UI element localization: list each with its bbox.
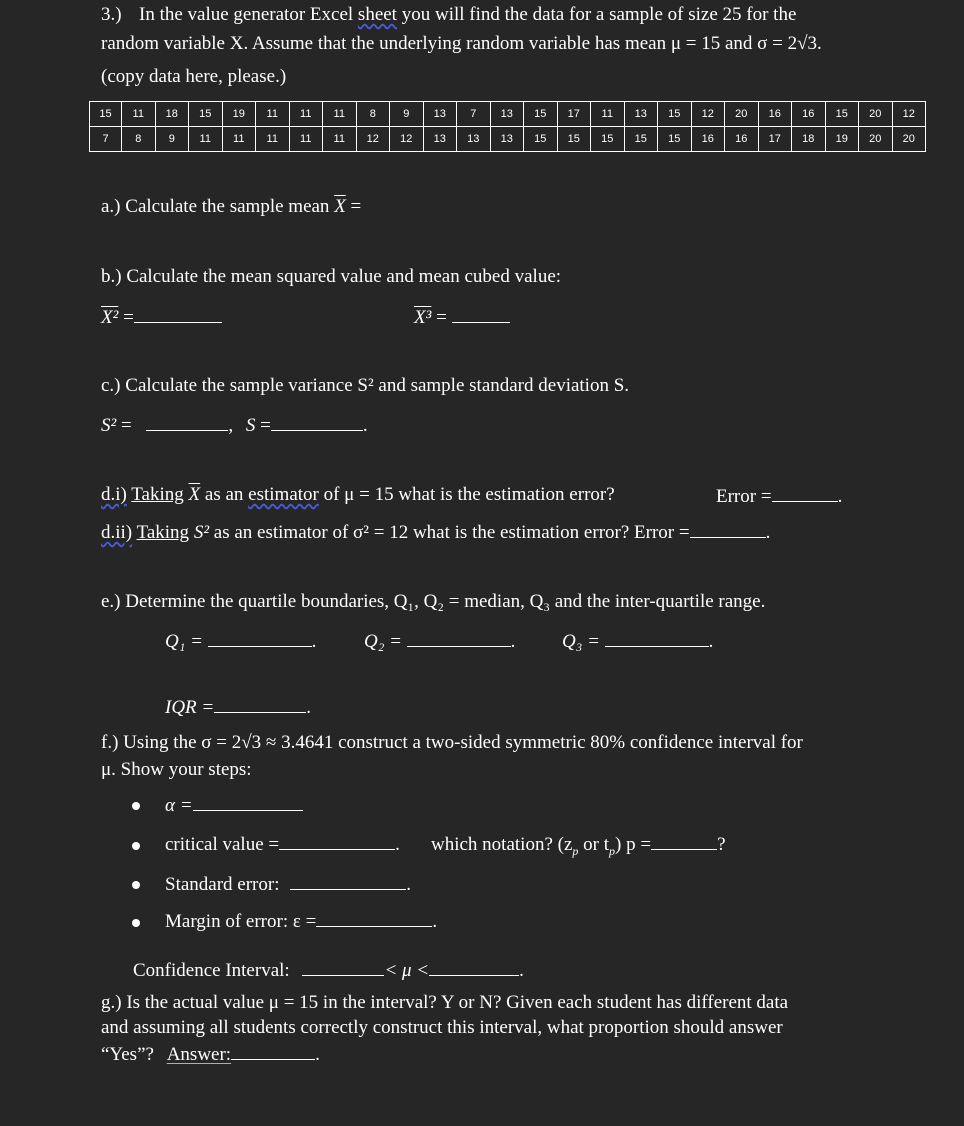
se-line: Standard error: . — [165, 872, 411, 896]
part-di: d.i) Taking $\overline{X}$ as an estimator of μ = 15 what is the estimation error? — [101, 484, 615, 505]
mean-squared-blank[interactable] — [134, 305, 222, 323]
error-dii-blank[interactable] — [690, 520, 766, 538]
table-cell: 11 — [122, 102, 156, 127]
table-cell: 13 — [423, 127, 457, 152]
table-cell: 15 — [90, 102, 122, 127]
table-cell: 18 — [155, 102, 189, 127]
table-cell: 16 — [758, 102, 792, 127]
table-cell: 17 — [758, 127, 792, 152]
q3-blank[interactable] — [605, 629, 709, 647]
p-blank[interactable] — [651, 832, 717, 850]
bullet-icon — [132, 802, 140, 810]
table-cell: 15 — [624, 127, 658, 152]
alpha-line: α = — [165, 793, 303, 817]
problem-line2: random variable X. Assume that the underlying random variable has mean μ = 15 and σ = 2√3. — [101, 33, 822, 54]
q2-blank[interactable] — [407, 629, 511, 647]
iqr-blank[interactable] — [214, 695, 306, 713]
table-cell: 17 — [557, 102, 591, 127]
data-table — [89, 101, 926, 152]
table-cell: 19 — [222, 102, 256, 127]
table-cell: 13 — [457, 127, 491, 152]
table-cell: 12 — [691, 102, 725, 127]
variance-blank[interactable] — [146, 413, 228, 431]
table-cell: 12 — [356, 127, 390, 152]
table-cell: 11 — [189, 127, 223, 152]
table-cell: 7 — [457, 102, 491, 127]
table-cell: 11 — [591, 102, 625, 127]
table-cell: 11 — [222, 127, 256, 152]
ci-line: Confidence Interval: < μ < . — [133, 958, 524, 982]
table-cell: 15 — [524, 127, 558, 152]
moe-blank[interactable] — [316, 909, 432, 927]
part-dii: d.ii) Taking S² as an estimator of σ² = 12 what is the estimation error? Error = . — [101, 520, 770, 544]
table-cell: 16 — [691, 127, 725, 152]
table-cell: 15 — [557, 127, 591, 152]
std-dev-blank[interactable] — [271, 413, 363, 431]
table-cell: 13 — [423, 102, 457, 127]
part-a: a.) Calculate the sample mean $\overline{X}$ = — [101, 196, 362, 217]
answer-blank[interactable] — [231, 1042, 315, 1060]
table-cell: 11 — [256, 127, 290, 152]
table-cell: 12 — [892, 102, 926, 127]
table-row — [90, 102, 926, 127]
problem-number: 3.) — [101, 4, 122, 25]
table-cell: 16 — [792, 102, 826, 127]
part-b: b.) Calculate the mean squared value and mean cubed value: — [101, 266, 562, 287]
table-cell: 13 — [490, 127, 524, 152]
part-e: e.) Determine the quartile boundaries, Q₁, Q₂ = median, Q₃ and the inter-quartile range. — [101, 591, 766, 612]
table-cell: 15 — [658, 102, 692, 127]
copy-note: (copy data here, please.) — [101, 66, 287, 87]
table-cell: 11 — [323, 127, 357, 152]
table-cell: 15 — [189, 102, 223, 127]
table-cell: 12 — [390, 127, 424, 152]
mean-cubed: X³ = — [414, 305, 510, 329]
part-g-line3: “Yes”? Answer: . — [101, 1042, 320, 1066]
table-cell: 15 — [591, 127, 625, 152]
iqr-line: IQR = . — [165, 695, 311, 719]
table-cell: 13 — [624, 102, 658, 127]
bullet-icon — [132, 919, 140, 927]
table-cell: 15 — [825, 102, 859, 127]
table-cell: 20 — [892, 127, 926, 152]
table-cell: 20 — [725, 102, 759, 127]
part-f-line1: f.) Using the σ = 2√3 ≈ 3.4641 construct a two-sided symmetric 80% confidence interval for — [101, 732, 803, 753]
table-cell: 9 — [155, 127, 189, 152]
table-cell: 13 — [490, 102, 524, 127]
q1-blank[interactable] — [208, 629, 312, 647]
bullet-icon — [132, 842, 140, 850]
table-row — [90, 127, 926, 152]
moe-line: Margin of error: ε = . — [165, 909, 437, 933]
critical-blank[interactable] — [279, 832, 395, 850]
table-cell: 20 — [859, 102, 893, 127]
table-cell: 20 — [859, 127, 893, 152]
table-cell: 11 — [323, 102, 357, 127]
error-di-blank[interactable] — [772, 484, 838, 502]
part-f-line2: μ. Show your steps: — [101, 759, 252, 780]
part-g-line1: g.) Is the actual value μ = 15 in the interval? Y or N? Given each student has different data — [101, 992, 789, 1013]
table-cell: 9 — [390, 102, 424, 127]
table-cell: 19 — [825, 127, 859, 152]
table-cell: 15 — [658, 127, 692, 152]
table-cell: 15 — [524, 102, 558, 127]
notation-line: which notation? ($z_p$ or $t_p$) p = ? — [431, 832, 726, 859]
table-cell: 7 — [90, 127, 122, 152]
q2-line: Q₂ = . — [364, 629, 515, 653]
error-di: Error = . — [716, 484, 842, 508]
mean-cubed-blank[interactable] — [452, 305, 510, 323]
part-g-line2: and assuming all students correctly construct this interval, what proportion should answer — [101, 1017, 783, 1038]
q3-line: Q₃ = . — [562, 629, 713, 653]
table-cell: 11 — [289, 127, 323, 152]
alpha-blank[interactable] — [193, 793, 303, 811]
problem-line1: In the value generator Excel sheet you will find the data for a sample of size 25 for the — [139, 4, 797, 25]
ci-upper-blank[interactable] — [429, 958, 519, 976]
table-cell: 8 — [122, 127, 156, 152]
table-cell: 18 — [792, 127, 826, 152]
critical-line: critical value = . — [165, 832, 400, 856]
table-cell: 11 — [256, 102, 290, 127]
se-blank[interactable] — [290, 872, 406, 890]
q1-line: Q₁ = . — [165, 629, 316, 653]
part-c: c.) Calculate the sample variance S² and sample standard deviation S. — [101, 375, 630, 396]
table-cell: 11 — [289, 102, 323, 127]
ci-lower-blank[interactable] — [302, 958, 384, 976]
variance-line: S² = , S = . — [101, 413, 368, 437]
mean-squared: X² = — [101, 305, 222, 329]
table-cell: 8 — [356, 102, 390, 127]
table-cell: 16 — [725, 127, 759, 152]
bullet-icon — [132, 881, 140, 889]
